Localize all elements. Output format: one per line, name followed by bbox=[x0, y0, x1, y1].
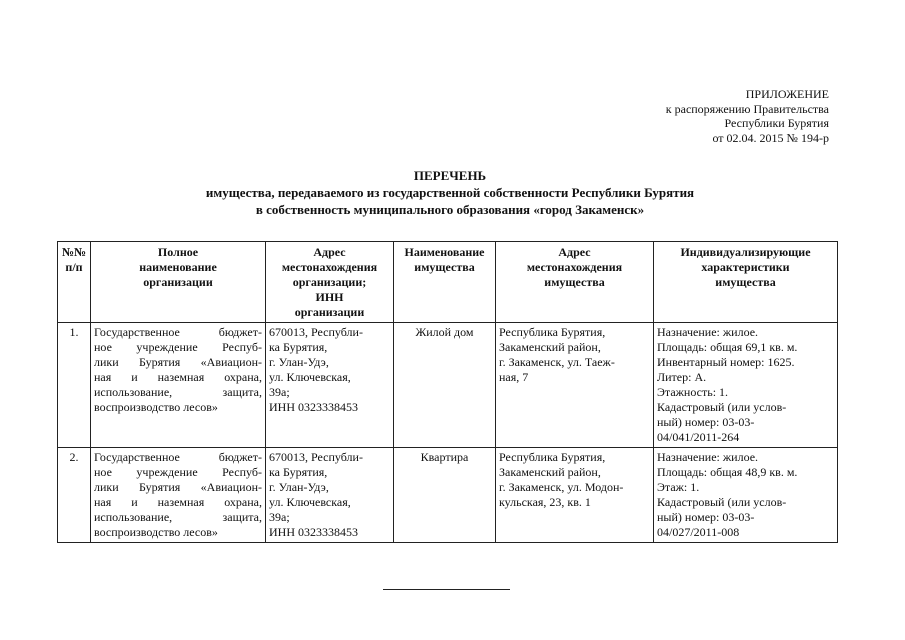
cell-property-address bbox=[496, 323, 654, 448]
appendix-decree-line: к распоряжению Правительства bbox=[665, 101, 829, 116]
cell-line: ИНН 0323338453 bbox=[269, 400, 358, 414]
header-number bbox=[58, 242, 91, 323]
cell-number: 1. bbox=[58, 323, 91, 448]
cell-property-name: Жилой дом bbox=[394, 323, 496, 448]
cell-line: Республика Бурятия, bbox=[499, 325, 606, 339]
header-line: характеристики bbox=[701, 260, 790, 274]
header-characteristics bbox=[654, 242, 838, 323]
cell-line: Государственное бюджет- bbox=[94, 325, 262, 339]
cell-line: ИНН 0323338453 bbox=[269, 525, 358, 539]
cell-line: г. Закаменск, ул. Модон- bbox=[499, 480, 624, 494]
cell-line: ная и наземная охрана, bbox=[94, 370, 262, 384]
property-table bbox=[57, 241, 838, 543]
cell-line: Литер: А. bbox=[657, 370, 707, 384]
cell-line: г. Улан-Удэ, bbox=[269, 480, 329, 494]
header-property-address bbox=[496, 242, 654, 323]
cell-line: ная и наземная охрана, bbox=[94, 495, 262, 509]
cell-line: 04/027/2011-008 bbox=[657, 525, 740, 539]
header-line: №№ bbox=[61, 245, 87, 259]
header-line: Адрес bbox=[313, 245, 346, 259]
cell-line: Инвентарный номер: 1625. bbox=[657, 355, 795, 369]
cell-line: Этаж: 1. bbox=[657, 480, 700, 494]
cell-characteristics bbox=[654, 323, 838, 448]
appendix-block bbox=[560, 87, 829, 145]
document-title bbox=[90, 167, 810, 218]
header-property-name bbox=[394, 242, 496, 323]
appendix-label: ПРИЛОЖЕНИЕ bbox=[745, 87, 829, 101]
cell-line: использование, защита, bbox=[94, 385, 262, 399]
cell-line: ка Бурятия, bbox=[269, 465, 328, 479]
cell-line: использование, защита, bbox=[94, 510, 262, 524]
cell-line: ное учреждение Респуб- bbox=[94, 465, 262, 479]
cell-line: Назначение: жилое. bbox=[657, 325, 759, 339]
cell-line: лики Бурятия «Авиацион- bbox=[94, 355, 262, 369]
header-line: Полное bbox=[157, 245, 199, 259]
cell-line: ное учреждение Респуб- bbox=[94, 340, 262, 354]
table-row bbox=[58, 323, 838, 448]
cell-line: Кадастровый (или услов- bbox=[657, 400, 787, 414]
cell-line: воспроизводство лесов» bbox=[94, 525, 218, 539]
title-line-2: в собственность муниципального образования «город Закаменск» bbox=[255, 202, 645, 217]
header-line: Наименование bbox=[404, 245, 485, 259]
cell-line: Кадастровый (или услов- bbox=[657, 495, 787, 509]
cell-characteristics bbox=[654, 448, 838, 543]
cell-organization bbox=[91, 448, 266, 543]
cell-line: Республика Бурятия, bbox=[499, 450, 606, 464]
cell-line: лики Бурятия «Авиацион- bbox=[94, 480, 262, 494]
cell-line: кульская, 23, кв. 1 bbox=[499, 495, 591, 509]
header-line: имущества bbox=[414, 260, 475, 274]
cell-line: Этажность: 1. bbox=[657, 385, 729, 399]
cell-property-name: Квартира bbox=[394, 448, 496, 543]
cell-line: 39а; bbox=[269, 510, 290, 524]
cell-line: 04/041/2011-264 bbox=[657, 430, 740, 444]
header-line: наименование bbox=[139, 260, 217, 274]
header-line: Индивидуализирующие bbox=[680, 245, 811, 259]
cell-organization-address bbox=[266, 323, 394, 448]
header-organization bbox=[91, 242, 266, 323]
cell-line: ул. Ключевская, bbox=[269, 495, 351, 509]
cell-line: Площадь: общая 69,1 кв. м. bbox=[657, 340, 798, 354]
header-line: п/п bbox=[65, 260, 83, 274]
title-line-1: имущества, передаваемого из государственной собственности Республики Бурятия bbox=[205, 185, 695, 200]
appendix-date-number: от 02.04. 2015 № 194-р bbox=[712, 130, 829, 145]
cell-line: Назначение: жилое. bbox=[657, 450, 759, 464]
cell-organization bbox=[91, 323, 266, 448]
cell-line: ная, 7 bbox=[499, 370, 529, 384]
cell-line: г. Закаменск, ул. Таеж- bbox=[499, 355, 615, 369]
cell-property-address bbox=[496, 448, 654, 543]
cell-line: ный) номер: 03-03- bbox=[657, 415, 755, 429]
cell-line: Закаменский район, bbox=[499, 340, 601, 354]
header-line: ИНН bbox=[315, 290, 344, 304]
bottom-divider bbox=[383, 589, 510, 590]
header-line: местонахождения bbox=[281, 260, 378, 274]
header-line: местонахождения bbox=[526, 260, 623, 274]
cell-organization-address bbox=[266, 448, 394, 543]
header-organization-address bbox=[266, 242, 394, 323]
header-line: имущества bbox=[544, 275, 605, 289]
cell-line: Площадь: общая 48,9 кв. м. bbox=[657, 465, 798, 479]
appendix-government-line: Республики Бурятия bbox=[724, 116, 829, 130]
table-row bbox=[58, 448, 838, 543]
cell-line: 670013, Республи- bbox=[269, 450, 363, 464]
header-line: организации bbox=[294, 305, 365, 319]
cell-line: Закаменский район, bbox=[499, 465, 601, 479]
title-heading: ПЕРЕЧЕНЬ bbox=[413, 168, 487, 183]
cell-line: 39а; bbox=[269, 385, 290, 399]
cell-line: 670013, Республи- bbox=[269, 325, 363, 339]
table-header-row bbox=[58, 242, 838, 323]
cell-line: г. Улан-Удэ, bbox=[269, 355, 329, 369]
cell-line: ный) номер: 03-03- bbox=[657, 510, 755, 524]
cell-line: воспроизводство лесов» bbox=[94, 400, 218, 414]
header-line: Адрес bbox=[558, 245, 591, 259]
header-line: имущества bbox=[715, 275, 776, 289]
header-line: организации bbox=[143, 275, 213, 289]
cell-line: Государственное бюджет- bbox=[94, 450, 262, 464]
header-line: организации; bbox=[292, 275, 367, 289]
cell-line: ка Бурятия, bbox=[269, 340, 328, 354]
cell-number: 2. bbox=[58, 448, 91, 543]
table-body bbox=[58, 323, 838, 543]
cell-line: ул. Ключевская, bbox=[269, 370, 351, 384]
